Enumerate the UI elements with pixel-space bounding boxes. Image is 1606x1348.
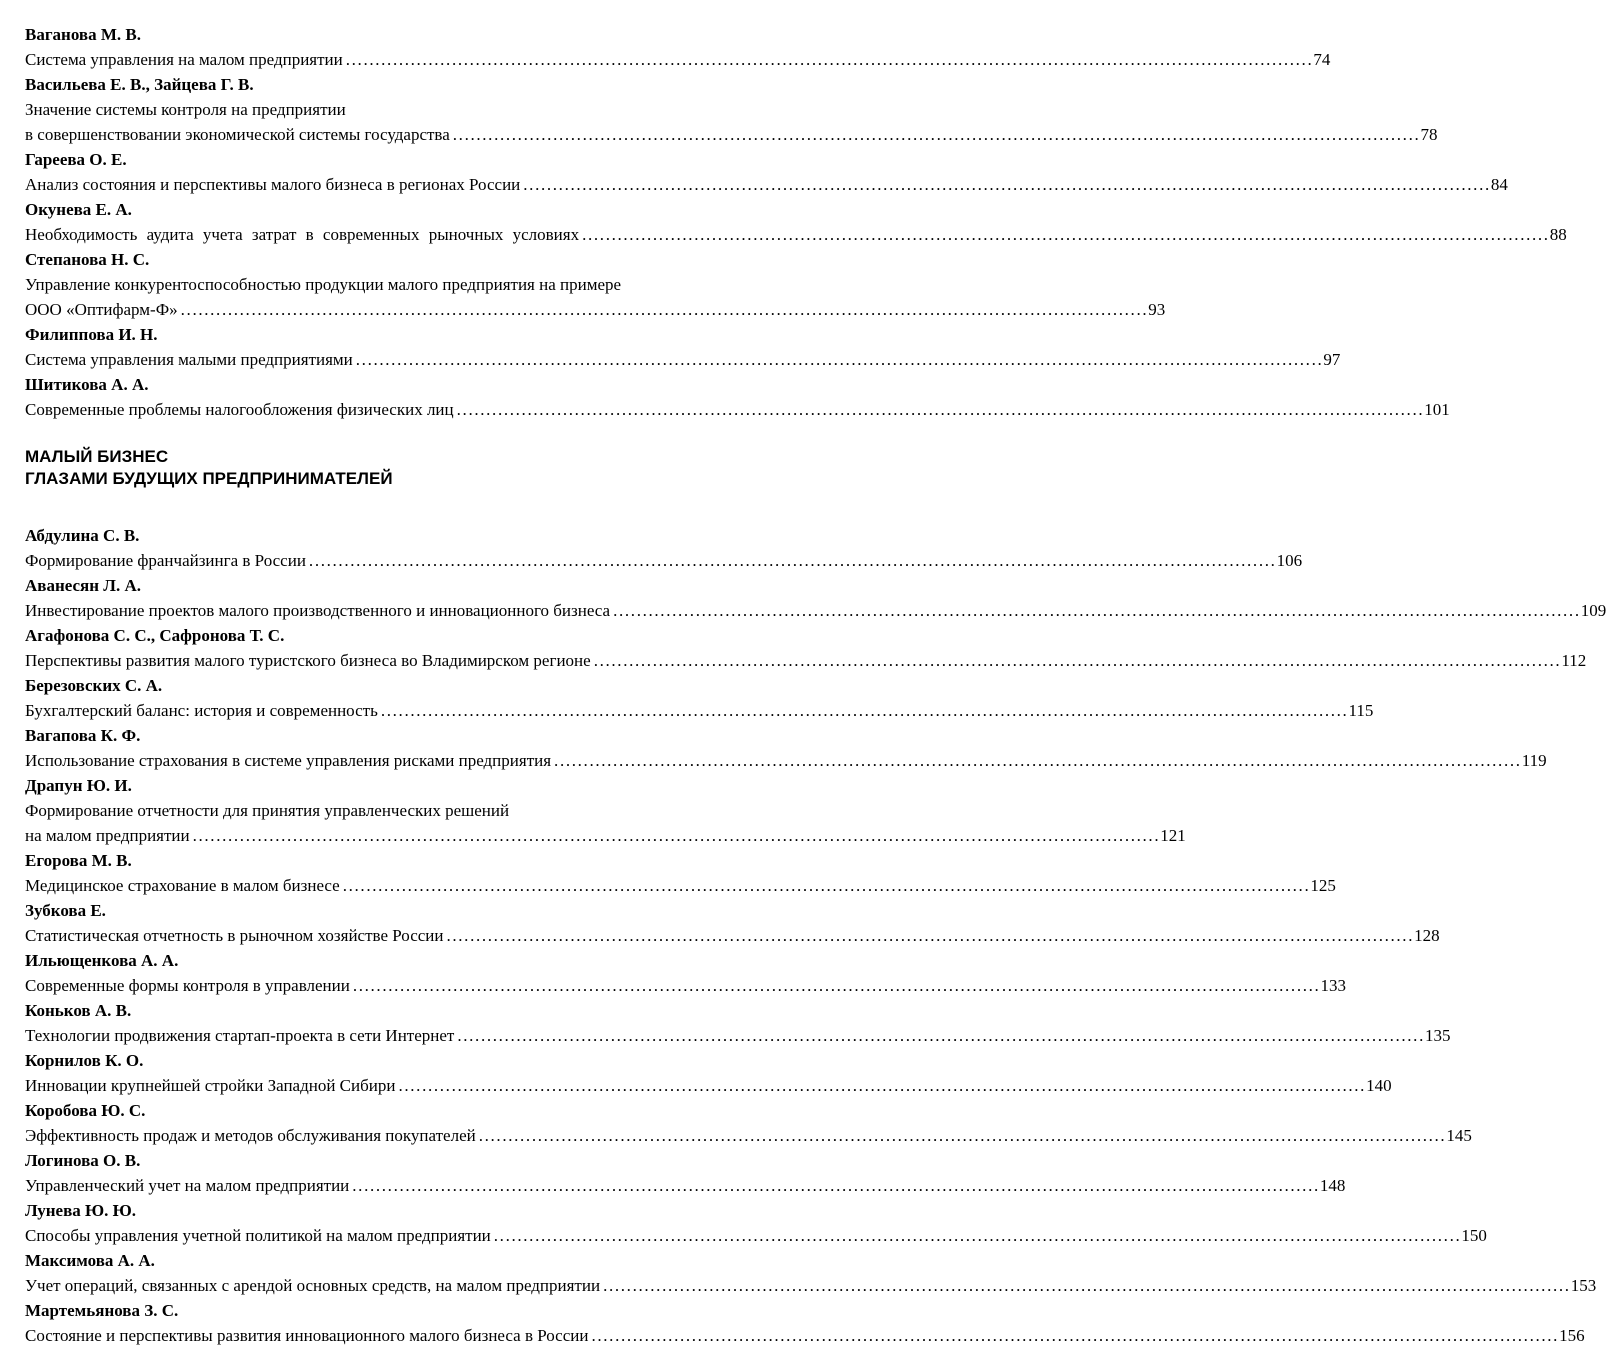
toc-author: Корнилов К. О.: [25, 1051, 144, 1070]
toc-page-number: 106: [1276, 551, 1303, 570]
toc-title-line: Формирование отчетности для принятия управленческих решений: [25, 801, 510, 820]
toc-title: Состояние и перспективы развития инновационного малого бизнеса в России: [25, 1326, 589, 1345]
toc-title-line: [25, 222, 1567, 247]
leader-dots: [181, 297, 1146, 322]
leader-dots: [352, 1173, 1317, 1198]
toc-author: Коньков А. В.: [25, 1001, 132, 1020]
section-heading: [25, 446, 795, 490]
toc-title: Статистическая отчетность в рыночном хозяйстве России: [25, 926, 444, 945]
toc-entry: [25, 72, 1438, 147]
toc-author: Березовских С. А.: [25, 676, 163, 695]
leader-dots: [343, 873, 1308, 898]
toc-author: Зубкова Е.: [25, 901, 106, 920]
toc-title-line: [25, 297, 1166, 322]
toc-entry: [25, 573, 1606, 623]
toc-entry: [25, 948, 1346, 998]
toc-title: Необходимость аудита учета затрат в современных рыночных условиях: [25, 225, 580, 244]
toc-author: Ваганова М. В.: [25, 25, 141, 44]
toc-page-number: 121: [1160, 826, 1186, 845]
toc-title-line: [25, 1123, 1472, 1148]
toc-title-line: [25, 973, 1346, 998]
toc-author: Мартемьянова З. С.: [25, 1301, 179, 1320]
toc-title: Современные проблемы налогообложения физических лиц: [25, 400, 454, 419]
toc-title: Бухгалтерский баланс: история и современность: [25, 701, 378, 720]
toc-page-number: 115: [1348, 701, 1374, 720]
toc-entry: [25, 147, 1508, 197]
toc-author: Гареева О. Е.: [25, 150, 127, 169]
toc-title-line: [25, 748, 1547, 773]
toc-page-number: 97: [1323, 350, 1341, 369]
toc-title-line: [25, 347, 1341, 372]
toc-title-line: [25, 1323, 1585, 1348]
toc-page-number: 156: [1559, 1326, 1585, 1345]
toc-entry: [25, 523, 1303, 573]
toc-author: Егорова М. В.: [25, 851, 132, 870]
toc-title-line: [25, 1223, 1487, 1248]
toc-author: Шитикова А. А.: [25, 375, 149, 394]
toc-title-line: [25, 873, 1336, 898]
toc-author: Степанова Н. С.: [25, 250, 150, 269]
toc-entry: [25, 1298, 1585, 1348]
toc-title: Формирование франчайзинга в России: [25, 551, 306, 570]
toc-title-line: [25, 648, 1587, 673]
toc-title-line: [25, 698, 1374, 723]
toc-entry: [25, 998, 1451, 1048]
toc-title-line: Управление конкурентоспособностью продукции малого предприятия на примере: [25, 275, 622, 294]
toc-title: Способы управления учетной политикой на малом предприятии: [25, 1226, 491, 1245]
toc-author: Окунева Е. А.: [25, 200, 132, 219]
toc-entry: [25, 1248, 1597, 1298]
toc-author: Васильева Е. В., Зайцева Г. В.: [25, 75, 254, 94]
toc-entry: [25, 372, 1450, 422]
toc-entry: [25, 723, 1547, 773]
toc-title-line: [25, 172, 1508, 197]
leader-dots: [613, 598, 1578, 623]
toc-title-line: [25, 548, 1303, 573]
toc-title: Управленческий учет на малом предприятии: [25, 1176, 350, 1195]
toc-author: Максимова А. А.: [25, 1251, 155, 1270]
leader-dots: [193, 823, 1158, 848]
toc-title-line: Значение системы контроля на предприятии: [25, 100, 346, 119]
section-heading-line: ГЛАЗАМИ БУДУЩИХ ПРЕДПРИНИМАТЕЛЕЙ: [25, 469, 393, 488]
toc-title: Система управления на малом предприятии: [25, 50, 343, 69]
toc-title: Перспективы развития малого туристского бизнеса во Владимирском регионе: [25, 651, 591, 670]
leader-dots: [479, 1123, 1444, 1148]
leader-dots: [398, 1073, 1363, 1098]
toc-title: Технологии продвижения стартап-проекта в сети Интернет: [25, 1026, 455, 1045]
table-of-contents: [25, 22, 1606, 1348]
toc-entry: [25, 1198, 1487, 1248]
toc-title-line: [25, 397, 1450, 422]
toc-author: Абдулина С. В.: [25, 526, 140, 545]
toc-entry: [25, 1148, 1346, 1198]
toc-author: Логинова О. В.: [25, 1151, 141, 1170]
toc-entry: [25, 1048, 1392, 1098]
toc-title: Современные формы контроля в управлении: [25, 976, 350, 995]
toc-title-line: [25, 598, 1606, 623]
toc-author: Агафонова С. С., Сафронова Т. С.: [25, 626, 285, 645]
toc-author: Драпун Ю. И.: [25, 776, 132, 795]
toc-author: Ильющенкова А. А.: [25, 951, 179, 970]
toc-author: Филиппова И. Н.: [25, 325, 158, 344]
toc-author: Аванесян Л. А.: [25, 576, 141, 595]
toc-entry: [25, 247, 1166, 322]
toc-page-number: 88: [1549, 225, 1567, 244]
leader-dots: [446, 923, 1411, 948]
toc-page-number: 112: [1561, 651, 1587, 670]
toc-page-number: 78: [1420, 125, 1438, 144]
toc-group-1: [25, 22, 1567, 422]
toc-author: Коробова Ю. С.: [25, 1101, 146, 1120]
toc-title: ООО «Оптифарм-Ф»: [25, 300, 178, 319]
toc-title-line: [25, 1073, 1392, 1098]
leader-dots: [457, 1023, 1422, 1048]
toc-entry: [25, 673, 1374, 723]
toc-group-2: [25, 523, 1606, 1348]
leader-dots: [457, 397, 1422, 422]
toc-page-number: 150: [1461, 1226, 1487, 1245]
toc-title-line: [25, 823, 1186, 848]
toc-entry: [25, 22, 1331, 72]
leader-dots: [353, 973, 1318, 998]
toc-entry: [25, 773, 1186, 848]
leader-dots: [309, 548, 1274, 573]
toc-page-number: 135: [1425, 1026, 1451, 1045]
leader-dots: [554, 748, 1519, 773]
leader-dots: [356, 347, 1321, 372]
toc-title-line: [25, 923, 1440, 948]
toc-page-number: 74: [1313, 50, 1331, 69]
toc-page-number: 145: [1446, 1126, 1472, 1145]
toc-entry: [25, 1098, 1472, 1148]
toc-page-number: 133: [1320, 976, 1346, 995]
toc-author: Вагапова К. Ф.: [25, 726, 141, 745]
leader-dots: [494, 1223, 1459, 1248]
leader-dots: [346, 47, 1311, 72]
toc-page-number: 101: [1424, 400, 1450, 419]
leader-dots: [591, 1323, 1556, 1348]
toc-page-number: 119: [1521, 751, 1547, 770]
toc-title-line: [25, 122, 1438, 147]
toc-title: Система управления малыми предприятиями: [25, 350, 353, 369]
section-heading-line: МАЛЫЙ БИЗНЕС: [25, 447, 169, 466]
toc-page-number: 128: [1414, 926, 1440, 945]
toc-entry: [25, 623, 1587, 673]
leader-dots: [523, 172, 1488, 197]
toc-title: в совершенствовании экономической системы государства: [25, 125, 450, 144]
toc-entry: [25, 322, 1341, 372]
toc-title: на малом предприятии: [25, 826, 190, 845]
toc-title-line: [25, 47, 1331, 72]
toc-author: Лунева Ю. Ю.: [25, 1201, 137, 1220]
leader-dots: [381, 698, 1346, 723]
toc-title-line: [25, 1273, 1597, 1298]
toc-entry: [25, 898, 1440, 948]
toc-page-number: 125: [1310, 876, 1336, 895]
toc-title: Медицинское страхование в малом бизнесе: [25, 876, 340, 895]
toc-page-number: 153: [1570, 1276, 1597, 1295]
toc-title-line: [25, 1023, 1451, 1048]
toc-page-number: 140: [1366, 1076, 1392, 1095]
leader-dots: [582, 222, 1547, 247]
toc-title: Инвестирование проектов малого производственного и инновационного бизнеса: [25, 601, 611, 620]
toc-page-number: 148: [1319, 1176, 1346, 1195]
leader-dots: [453, 122, 1418, 147]
leader-dots: [594, 648, 1559, 673]
toc-entry: [25, 848, 1336, 898]
toc-page-number: 84: [1490, 175, 1508, 194]
toc-title-line: [25, 1173, 1346, 1198]
toc-title: Использование страхования в системе управления рисками предприятия: [25, 751, 552, 770]
toc-page-number: 109: [1580, 601, 1606, 620]
toc-page-number: 93: [1148, 300, 1166, 319]
toc-title: Учет операций, связанных с арендой основных средств, на малом предприятии: [25, 1276, 601, 1295]
toc-entry: [25, 197, 1567, 247]
toc-title: Инновации крупнейшей стройки Западной Сибири: [25, 1076, 396, 1095]
leader-dots: [603, 1273, 1568, 1298]
toc-title: Эффективность продаж и методов обслуживания покупателей: [25, 1126, 476, 1145]
toc-title: Анализ состояния и перспективы малого бизнеса в регионах России: [25, 175, 521, 194]
